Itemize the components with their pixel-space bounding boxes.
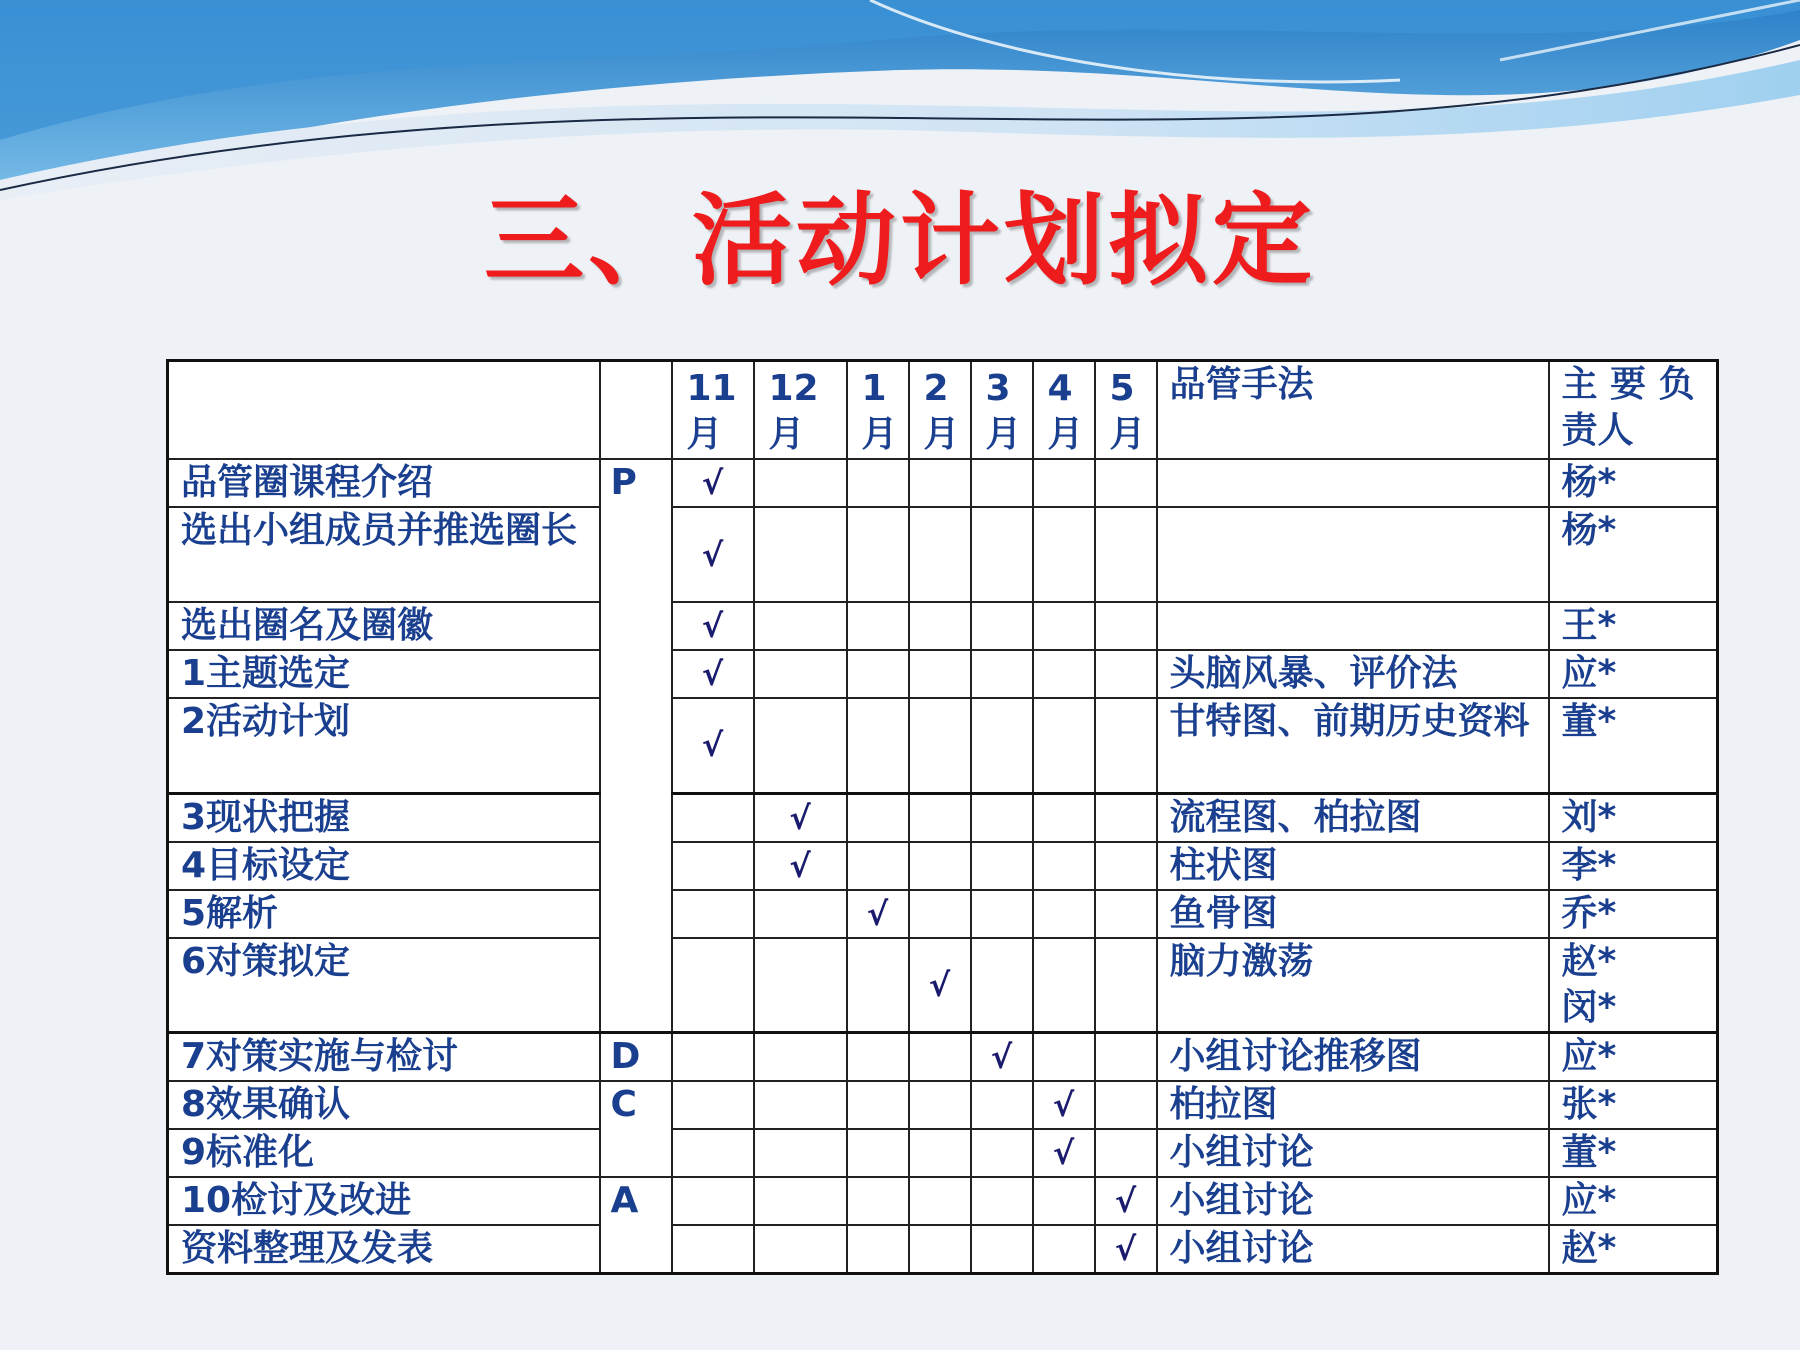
method-cell: 柱状图 (1157, 842, 1549, 890)
header-month-2: 2 月 (909, 361, 971, 460)
phase-d-cell: D (600, 1033, 672, 1082)
phase-a-cell: A (600, 1177, 672, 1274)
method-cell: 小组讨论推移图 (1157, 1033, 1549, 1082)
task-cell: 5解析 (168, 890, 600, 938)
check-mark: √ (971, 1033, 1033, 1082)
task-cell: 7对策实施与检讨 (168, 1033, 600, 1082)
header-owner: 主 要 负 责人 (1549, 361, 1718, 460)
task-cell: 品管圈课程介绍 (168, 459, 600, 507)
check-mark: √ (909, 938, 971, 1033)
header-phase (600, 361, 672, 460)
table-row (168, 650, 1718, 698)
phase-p-cell: P (600, 459, 672, 1033)
method-cell: 头脑风暴、评价法 (1157, 650, 1549, 698)
phase-c-cell: C (600, 1081, 672, 1177)
method-cell: 流程图、柏拉图 (1157, 793, 1549, 842)
method-cell (1157, 507, 1549, 602)
task-cell: 3现状把握 (168, 793, 600, 842)
task-cell: 9标准化 (168, 1129, 600, 1177)
check-mark: √ (672, 507, 754, 602)
owner-cell: 应* (1549, 1033, 1718, 1082)
owner-cell: 刘* (1549, 793, 1718, 842)
check-mark: √ (672, 650, 754, 698)
header-month-12: 12 月 (754, 361, 847, 460)
table-row (168, 1225, 1718, 1274)
table-row (168, 602, 1718, 650)
task-cell: 10检讨及改进 (168, 1177, 600, 1225)
task-cell: 选出圈名及圈徽 (168, 602, 600, 650)
task-cell: 8效果确认 (168, 1081, 600, 1129)
check-mark: √ (672, 459, 754, 507)
header-month-11: 11 月 (672, 361, 754, 460)
owner-cell: 应* (1549, 1177, 1718, 1225)
owner-cell: 李* (1549, 842, 1718, 890)
header-method: 品管手法 (1157, 361, 1549, 460)
method-cell: 小组讨论 (1157, 1177, 1549, 1225)
task-cell: 2活动计划 (168, 698, 600, 793)
table-row (168, 793, 1718, 842)
table-row (168, 1177, 1718, 1225)
header-task (168, 361, 600, 460)
check-mark: √ (754, 793, 847, 842)
method-cell: 柏拉图 (1157, 1081, 1549, 1129)
task-cell: 资料整理及发表 (168, 1225, 600, 1274)
owner-cell: 张* (1549, 1081, 1718, 1129)
check-mark: √ (1095, 1177, 1157, 1225)
table-row (168, 890, 1718, 938)
method-cell (1157, 459, 1549, 507)
header-month-1: 1 月 (847, 361, 909, 460)
header-month-3: 3 月 (971, 361, 1033, 460)
owner-cell: 赵* 闵* (1549, 938, 1718, 1033)
check-mark: √ (672, 698, 754, 793)
page-title: 三、活动计划拟定 (484, 182, 1316, 299)
method-cell: 甘特图、前期历史资料 (1157, 698, 1549, 793)
task-cell: 4目标设定 (168, 842, 600, 890)
owner-cell: 王* (1549, 602, 1718, 650)
method-cell: 鱼骨图 (1157, 890, 1549, 938)
method-cell: 小组讨论 (1157, 1225, 1549, 1274)
table-row (168, 507, 1718, 602)
method-cell: 小组讨论 (1157, 1129, 1549, 1177)
method-cell: 脑力激荡 (1157, 938, 1549, 1033)
check-mark: √ (1095, 1225, 1157, 1274)
check-mark: √ (754, 842, 847, 890)
table-row (168, 1033, 1718, 1082)
table-row (168, 698, 1718, 793)
owner-cell: 杨* (1549, 507, 1718, 602)
table-row (168, 1129, 1718, 1177)
table-row (168, 938, 1718, 1033)
table-row (168, 459, 1718, 507)
check-mark: √ (672, 602, 754, 650)
table-header-row (168, 361, 1718, 460)
owner-cell: 应* (1549, 650, 1718, 698)
check-mark: √ (1033, 1129, 1095, 1177)
activity-plan-table (166, 359, 1719, 1275)
owner-cell: 董* (1549, 1129, 1718, 1177)
header-month-5: 5 月 (1095, 361, 1157, 460)
task-cell: 选出小组成员并推选圈长 (168, 507, 600, 602)
owner-cell: 董* (1549, 698, 1718, 793)
task-cell: 6对策拟定 (168, 938, 600, 1033)
owner-cell: 赵* (1549, 1225, 1718, 1274)
header-month-4: 4 月 (1033, 361, 1095, 460)
check-mark: √ (847, 890, 909, 938)
method-cell (1157, 602, 1549, 650)
task-cell: 1主题选定 (168, 650, 600, 698)
owner-cell: 乔* (1549, 890, 1718, 938)
owner-cell: 杨* (1549, 459, 1718, 507)
table-row (168, 842, 1718, 890)
table-row (168, 1081, 1718, 1129)
check-mark: √ (1033, 1081, 1095, 1129)
